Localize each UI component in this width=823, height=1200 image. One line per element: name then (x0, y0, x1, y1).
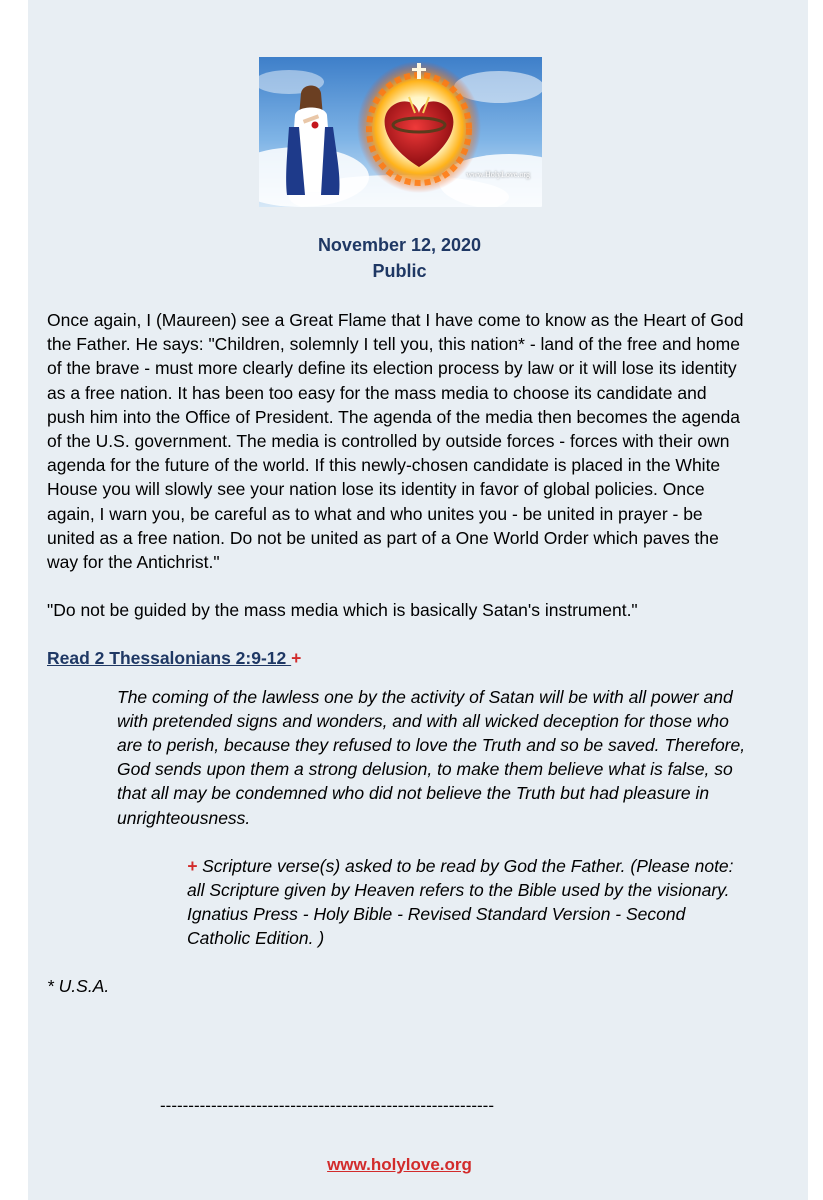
message-page (28, 0, 808, 1200)
banner-illustration (259, 57, 542, 207)
message-body (47, 308, 747, 998)
message-type: Public (372, 261, 427, 281)
note-plus-marker: + (187, 855, 198, 876)
note-text: Scripture verse(s) asked to be read by God the Father. (Please note: all Scripture given by Heaven refers to the Bible used by the visionary. Ignatius Press - Holy Bible - Revised Standard Version - Second Catholic Edition. ) (187, 855, 734, 949)
message-paragraph-2: "Do not be guided by the mass media which is basically Satan's instrument." (47, 600, 638, 621)
scripture-reference (47, 646, 747, 670)
scripture-reference-link[interactable]: Read 2 Thessalonians 2:9-12 (47, 648, 292, 669)
message-header (28, 232, 771, 284)
scripture-note (187, 854, 747, 951)
message-date: November 12, 2020 (317, 235, 482, 255)
footnote: * U.S.A. (47, 975, 110, 996)
website-link[interactable]: www.holylove.org (327, 1155, 472, 1174)
holy-love-banner-image (259, 57, 542, 207)
scripture-passage: The coming of the lawless one by the activity of Satan will be with all power and with pretended signs and wonders, and with all wicked deception for those who are to perish, because they refused to love the Truth and so be saved. Therefore, God sends upon them a strong delusion, to make them believe what is false, so that all may be condemned who did not believe the Truth but had pleasure in unrighteousness. (117, 686, 746, 828)
message-paragraph-1: Once again, I (Maureen) see a Great Flame that I have come to know as the Heart of God the Father. He says: "Children, solemnly I tell you, this nation* - land of the free and home of the brave - must more clearly define its election process by law or it will lose its identity as a free nation. It has been too easy for the mass media to choose its candidate and push him into the Office of President. The agenda of the media then becomes the agenda of the U.S. government. The media is controlled by outside forces - forces with their own agenda for the future of the world. If this newly-chosen candidate is placed in the White House you will slowly see your nation lose its identity in favor of global policies. Once again, I warn you, be careful as to what and who unites you - be united in prayer - be united as a free nation. Do not be united as part of a One World Order which paves the way for the Antichrist." (47, 310, 744, 573)
plus-marker: + (291, 648, 302, 669)
banner-watermark: www.HolyLove.org (466, 170, 530, 179)
divider-line: ----------------------------------------------------------- (160, 1096, 495, 1115)
